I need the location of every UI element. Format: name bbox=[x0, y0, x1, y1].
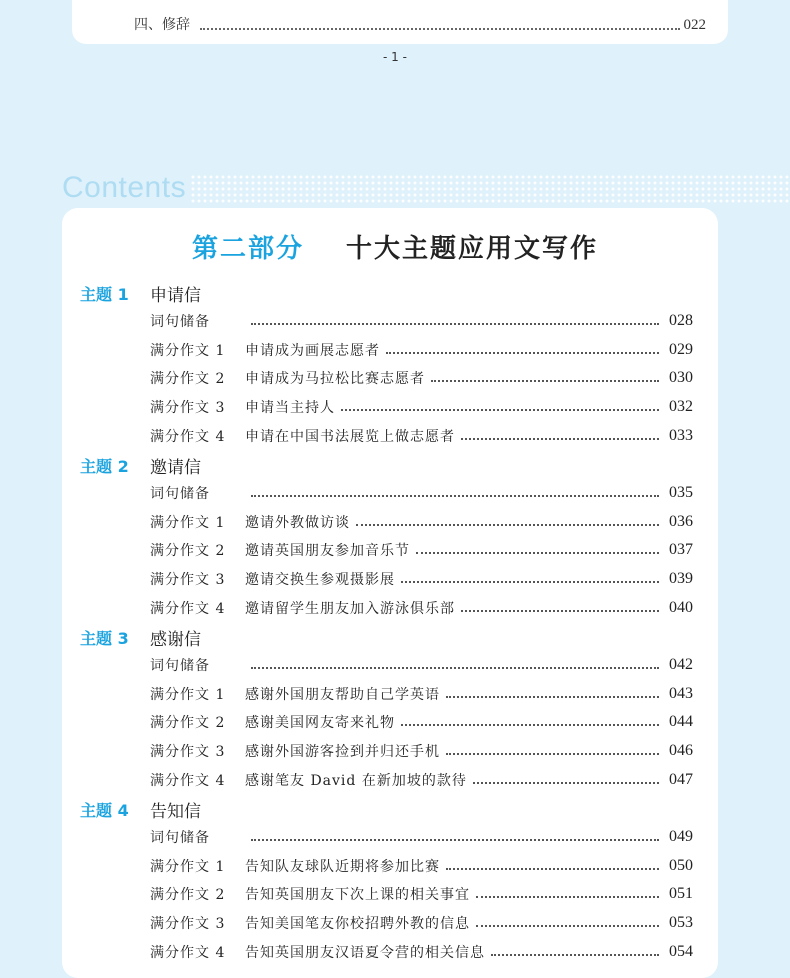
toc-entry-title: 申请成为马拉松比赛志愿者 bbox=[245, 371, 425, 387]
toc-entry[interactable] bbox=[150, 338, 693, 362]
toc-entry-label: 词句储备 bbox=[150, 314, 210, 330]
toc-entry-title: 申请成为画展志愿者 bbox=[245, 343, 380, 359]
toc-entry[interactable] bbox=[150, 567, 693, 591]
toc-entry-label: 满分作文 3 bbox=[150, 916, 226, 932]
leader-dots bbox=[251, 667, 659, 669]
toc-entry-page: 040 bbox=[669, 599, 693, 616]
toc-entry-page: 033 bbox=[669, 427, 693, 444]
toc-entry-page: 042 bbox=[669, 656, 693, 673]
theme-label: 主题 4 bbox=[80, 800, 129, 820]
theme-label: 主题 1 bbox=[80, 284, 129, 304]
toc-entry-label: 满分作文 2 bbox=[150, 887, 226, 903]
toc-entry-page: 047 bbox=[669, 771, 693, 788]
toc-entry-label: 四、修辞 bbox=[134, 17, 190, 33]
previous-page-card bbox=[72, 0, 728, 44]
theme-title: 感谢信 bbox=[150, 629, 201, 650]
leader-dots bbox=[446, 753, 659, 755]
theme-heading bbox=[80, 280, 201, 306]
toc-entry-page: 046 bbox=[669, 742, 693, 759]
toc-entry-label: 满分作文 3 bbox=[150, 744, 226, 760]
toc-entry-label: 满分作文 3 bbox=[150, 572, 226, 588]
toc-entry-title: 感谢美国网友寄来礼物 bbox=[245, 715, 395, 731]
leader-dots bbox=[461, 438, 659, 440]
toc-entry-title: 邀请交换生参观摄影展 bbox=[245, 572, 395, 588]
toc-entry-label: 满分作文 4 bbox=[150, 945, 226, 961]
toc-entry-title: 告知英国朋友汉语夏令营的相关信息 bbox=[245, 945, 485, 961]
toc-entry-page: 054 bbox=[669, 943, 693, 960]
toc-entry[interactable] bbox=[150, 854, 693, 878]
toc-entry-page: 044 bbox=[669, 713, 693, 730]
toc-entry-title: 感谢外国朋友帮助自己学英语 bbox=[245, 687, 440, 703]
toc-entry-title: 告知队友球队近期将参加比赛 bbox=[245, 859, 440, 875]
toc-entry-title: 告知英国朋友下次上课的相关事宜 bbox=[245, 887, 470, 903]
toc-entry-page: 037 bbox=[669, 541, 693, 558]
leader-dots bbox=[476, 925, 659, 927]
leader-dots bbox=[491, 954, 659, 956]
toc-entry-page: 036 bbox=[669, 513, 693, 530]
toc-entry[interactable] bbox=[150, 395, 693, 419]
toc-entry-title: 感谢外国游客捡到并归还手机 bbox=[245, 744, 440, 760]
toc-entry-page: 032 bbox=[669, 398, 693, 415]
toc-entry[interactable] bbox=[150, 940, 693, 964]
toc-entry[interactable] bbox=[150, 366, 693, 390]
toc-entry[interactable] bbox=[150, 538, 693, 562]
contents-title: Contents bbox=[62, 171, 187, 204]
toc-entry[interactable] bbox=[150, 424, 693, 448]
toc-entry-label: 满分作文 1 bbox=[150, 687, 226, 703]
toc-entry[interactable] bbox=[150, 596, 693, 620]
toc-entry-title: 邀请外教做访谈 bbox=[245, 515, 350, 531]
leader-dots bbox=[251, 323, 659, 325]
toc-entry-page: 029 bbox=[669, 341, 693, 358]
leader-dots bbox=[401, 724, 659, 726]
toc-entry[interactable] bbox=[150, 710, 693, 734]
toc-entry-label: 满分作文 1 bbox=[150, 859, 226, 875]
toc-entry-label: 满分作文 1 bbox=[150, 515, 226, 531]
toc-entry-page: 053 bbox=[669, 914, 693, 931]
theme-label: 主题 2 bbox=[80, 456, 129, 476]
leader-dots bbox=[461, 610, 659, 612]
leader-dots bbox=[401, 581, 659, 583]
toc-entry-title: 申请在中国书法展览上做志愿者 bbox=[245, 429, 455, 445]
toc-entry-title: 申请当主持人 bbox=[245, 400, 335, 416]
leader-dots bbox=[251, 495, 659, 497]
toc-entry[interactable] bbox=[150, 825, 693, 849]
contents-header bbox=[62, 168, 790, 208]
part-heading bbox=[0, 228, 790, 265]
toc-entry[interactable] bbox=[150, 309, 693, 333]
part-label: 第二部分 bbox=[191, 234, 304, 264]
toc-entry-page: 051 bbox=[669, 885, 693, 902]
toc-entry[interactable] bbox=[150, 481, 693, 505]
toc-entry-title: 感谢笔友 David 在新加坡的款待 bbox=[245, 773, 467, 789]
leader-dots bbox=[476, 896, 659, 898]
leader-dots bbox=[446, 696, 659, 698]
toc-entry-page: 043 bbox=[669, 685, 693, 702]
toc-entry[interactable] bbox=[150, 510, 693, 534]
part-title: 十大主题应用文写作 bbox=[346, 234, 599, 264]
toc-entry-page: 035 bbox=[669, 484, 693, 501]
leader-dots bbox=[431, 380, 659, 382]
toc-entry-rhetoric[interactable] bbox=[134, 14, 706, 34]
toc-entry-label: 词句储备 bbox=[150, 658, 210, 674]
toc-entry-label: 满分作文 2 bbox=[150, 543, 226, 559]
theme-title: 申请信 bbox=[150, 285, 201, 306]
leader-dots bbox=[200, 28, 680, 30]
toc-entry[interactable] bbox=[150, 768, 693, 792]
toc-entry-label: 满分作文 2 bbox=[150, 715, 226, 731]
theme-title: 告知信 bbox=[150, 801, 201, 822]
toc-entry-page: 030 bbox=[669, 369, 693, 386]
toc-entry[interactable] bbox=[150, 739, 693, 763]
toc-entry-label: 词句储备 bbox=[150, 486, 210, 502]
toc-entry-label: 词句储备 bbox=[150, 830, 210, 846]
toc-entry[interactable] bbox=[150, 682, 693, 706]
toc-entry[interactable] bbox=[150, 911, 693, 935]
toc-entry-label: 满分作文 4 bbox=[150, 429, 226, 445]
leader-dots bbox=[341, 409, 659, 411]
toc-entry-title: 邀请英国朋友参加音乐节 bbox=[245, 543, 410, 559]
toc-entry-page: 028 bbox=[669, 312, 693, 329]
toc-entry-label: 满分作文 2 bbox=[150, 371, 226, 387]
toc-entry-title: 告知美国笔友你校招聘外教的信息 bbox=[245, 916, 470, 932]
leader-dots bbox=[356, 524, 659, 526]
toc-entry-page: 022 bbox=[683, 17, 706, 33]
leader-dots bbox=[416, 552, 659, 554]
toc-entry[interactable] bbox=[150, 882, 693, 906]
leader-dots bbox=[446, 868, 659, 870]
theme-label: 主题 3 bbox=[80, 628, 129, 648]
toc-entry[interactable] bbox=[150, 653, 693, 677]
toc-entry-label: 满分作文 3 bbox=[150, 400, 226, 416]
page-number: - 1 - bbox=[383, 50, 407, 64]
toc-entry-page: 049 bbox=[669, 828, 693, 845]
toc-entry-title: 邀请留学生朋友加入游泳俱乐部 bbox=[245, 601, 455, 617]
dot-pattern-decoration bbox=[190, 174, 790, 204]
toc-entry-label: 满分作文 4 bbox=[150, 601, 226, 617]
leader-dots bbox=[386, 352, 659, 354]
theme-heading bbox=[80, 796, 201, 822]
toc-entry-label: 满分作文 1 bbox=[150, 343, 226, 359]
toc-entry-page: 050 bbox=[669, 857, 693, 874]
toc-entry-page: 039 bbox=[669, 570, 693, 587]
leader-dots bbox=[473, 782, 659, 784]
theme-title: 邀请信 bbox=[150, 457, 201, 478]
toc-entry-label: 满分作文 4 bbox=[150, 773, 226, 789]
theme-heading bbox=[80, 452, 201, 478]
theme-heading bbox=[80, 624, 201, 650]
leader-dots bbox=[251, 839, 659, 841]
